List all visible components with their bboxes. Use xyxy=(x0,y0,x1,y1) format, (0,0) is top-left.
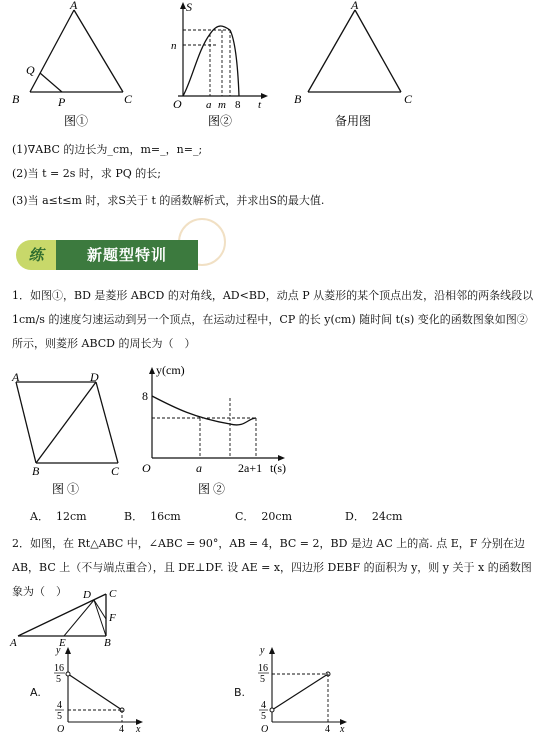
label-y: y xyxy=(56,645,61,656)
open-point-start xyxy=(270,708,274,712)
label-a: A xyxy=(12,370,20,384)
segment-df xyxy=(94,600,106,619)
label-2a-plus-1: 2a+1 xyxy=(238,461,263,475)
q1-fig1-caption: 图 ① xyxy=(52,482,80,496)
option-text: 20cm xyxy=(261,510,293,523)
label-x: x xyxy=(340,724,345,735)
question-1-part-1: (1)∇ABC 的边长为_cm，m=_，n=_; xyxy=(12,143,203,156)
curve-fall xyxy=(230,30,239,96)
triangle-side-ab xyxy=(308,10,355,92)
graph-line xyxy=(68,674,122,710)
banner-badge: 练 xyxy=(16,240,56,270)
banner-title: 新题型特训 xyxy=(56,240,198,270)
label-5: 5 xyxy=(57,711,62,722)
label-4: 4 xyxy=(261,700,266,711)
option-letter: C． xyxy=(235,510,255,523)
q2-text: 2．如图，在 Rt△ABC 中，∠ABC = 90°，AB = 4，BC = 2，BD 是边 AC 上的高. 点 E，F 分别在边 AB，BC 上（不与端点重合），且 DE⊥DF. 设 AE = x，四边形 DEBF 的面积为 y，则 y 关于 x 的函数图象为（ ） xyxy=(12,537,532,598)
label-o: O xyxy=(261,724,269,735)
q2-triangle-figure xyxy=(8,586,138,648)
label-a: a xyxy=(206,99,212,111)
label-t: t xyxy=(258,99,262,111)
label-b: B xyxy=(294,92,302,106)
y-axis-arrow xyxy=(269,647,275,654)
label-16: 16 xyxy=(54,663,64,674)
label-o: O xyxy=(173,97,182,111)
label-5: 5 xyxy=(261,711,266,722)
triangle-side-ac xyxy=(355,10,401,92)
label-s: S xyxy=(186,0,192,14)
question-1-part-3: (3)当 a≤t≤m 时，求S关于 t 的函数解析式，并求出S的最大值. xyxy=(12,194,325,207)
cp-curve xyxy=(152,396,256,425)
q1-option-c[interactable] xyxy=(235,508,292,524)
top-figure-3 xyxy=(288,0,428,132)
label-b: B xyxy=(104,637,111,649)
label-p: P xyxy=(58,95,66,109)
label-y: y(cm) xyxy=(156,363,185,377)
section-banner xyxy=(16,240,198,270)
segment-de xyxy=(64,600,94,636)
label-d: D xyxy=(90,370,99,384)
label-a: A xyxy=(10,637,17,649)
label-y: y xyxy=(260,645,265,656)
label-f: F xyxy=(109,612,116,624)
q2-option-a-graph[interactable] xyxy=(46,644,156,738)
diagonal-bd xyxy=(36,382,96,463)
altitude-bd xyxy=(94,600,106,636)
open-point-start xyxy=(66,672,70,676)
side-ba xyxy=(16,382,36,463)
label-4-x: 4 xyxy=(119,724,124,735)
triangle-side-ac xyxy=(74,10,123,92)
fig2-caption: 图② xyxy=(208,114,233,128)
q2-option-b-graph[interactable] xyxy=(250,644,360,738)
t-axis-arrow xyxy=(261,93,268,99)
label-q: Q xyxy=(26,63,35,77)
q1-figure-rhombus xyxy=(8,368,133,500)
label-d: D xyxy=(83,589,91,601)
label-o: O xyxy=(142,461,151,475)
label-c: C xyxy=(109,588,117,600)
label-4: 4 xyxy=(57,700,62,711)
label-x: x xyxy=(136,724,141,735)
segment-pq xyxy=(40,73,62,92)
y-axis-arrow xyxy=(65,647,71,654)
label-c: C xyxy=(111,464,120,478)
y-axis-arrow xyxy=(149,367,155,374)
label-o: O xyxy=(57,724,65,735)
label-a: A xyxy=(351,0,359,12)
label-c: C xyxy=(124,92,133,106)
option-letter: A． xyxy=(30,510,49,523)
option-letter: D． xyxy=(345,510,365,523)
label-c: C xyxy=(404,92,413,106)
label-b: B xyxy=(32,464,40,478)
label-a: a xyxy=(196,461,202,475)
label-8: 8 xyxy=(142,389,148,403)
label-b: B xyxy=(12,92,20,106)
q1-figure-graph xyxy=(140,362,300,500)
option-text: 16cm xyxy=(150,510,181,523)
fig1-caption: 图① xyxy=(64,114,89,128)
q1-fig2-caption: 图 ② xyxy=(198,482,226,496)
graph-line xyxy=(272,674,328,710)
q2-option-b-label[interactable]: B. xyxy=(234,686,246,699)
label-16: 16 xyxy=(258,663,268,674)
label-n: n xyxy=(171,40,177,52)
label-e: E xyxy=(59,637,66,649)
option-letter: B． xyxy=(124,510,144,523)
q1-option-a[interactable] xyxy=(30,508,87,524)
label-m: m xyxy=(218,99,226,111)
question-1-part-2: (2)当 t = 2s 时，求 PQ 的长; xyxy=(12,167,161,180)
top-figure-1 xyxy=(10,0,140,132)
side-ac xyxy=(18,594,106,636)
curve-rise xyxy=(183,26,230,96)
option-text: 24cm xyxy=(371,510,403,523)
label-8: 8 xyxy=(235,99,241,111)
triangle-side-ab xyxy=(30,10,74,92)
label-5: 5 xyxy=(56,674,61,685)
label-a: A xyxy=(70,0,78,12)
label-5: 5 xyxy=(260,674,265,685)
q1-option-d[interactable] xyxy=(345,508,402,524)
top-figure-2 xyxy=(160,0,280,132)
side-dc xyxy=(96,382,118,463)
label-4-x: 4 xyxy=(325,724,330,735)
q1-text: 1．如图①，BD 是菱形 ABCD 的对角线，AD<BD，动点 P 从菱形的某个顶点出发，沿相邻的两条线段以 1cm/s 的速度匀速运动到另一个顶点，在运动过程中，CP 的长 y(cm) 随时间 t(s) 变化的函数图象如图② 所示，则菱形 ABCD 的周长为（ ） xyxy=(12,289,534,350)
option-text: 12cm xyxy=(55,510,87,523)
q1-option-b[interactable] xyxy=(124,508,181,524)
fig3-caption: 备用图 xyxy=(335,114,372,128)
q2-option-a-label[interactable]: A. xyxy=(30,686,41,699)
label-t: t(s) xyxy=(270,461,286,475)
